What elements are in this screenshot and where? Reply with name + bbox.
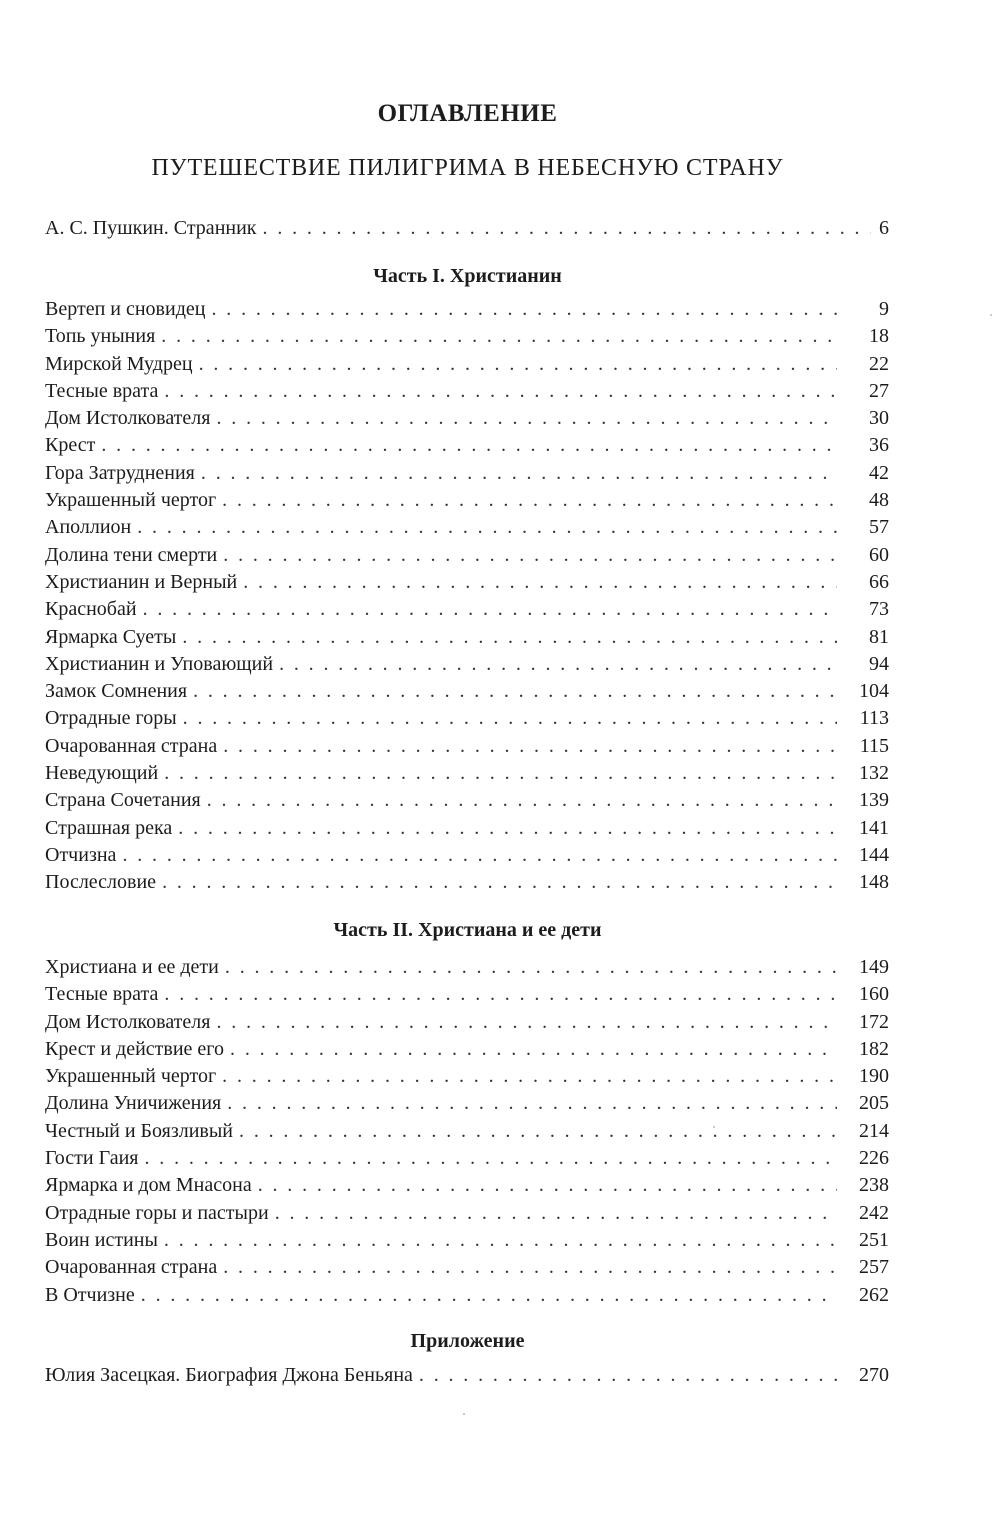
entry-label: Отрадные горы и пастыри (45, 1201, 269, 1224)
part1-heading: Часть I. Христианин (373, 265, 562, 287)
dot-leader (419, 1362, 837, 1389)
entry-label: Долина тени смерти (45, 543, 218, 566)
part1-list (45, 296, 889, 897)
dot-leader (216, 405, 837, 432)
toc-entry (45, 1200, 889, 1227)
dot-leader (207, 787, 837, 814)
entry-page: 242 (859, 1201, 889, 1224)
toc-entry (45, 215, 889, 242)
dot-leader (164, 378, 837, 405)
entry-page: 60 (869, 543, 889, 566)
entry-label: Топь уныния (45, 325, 156, 348)
dot-leader (201, 460, 837, 487)
entry-label: Украшенный чертог (45, 489, 217, 512)
dot-leader (225, 954, 837, 981)
entry-page: 36 (869, 434, 889, 457)
entry-label: Дом Истолкователя (45, 1010, 211, 1033)
dot-leader (258, 1172, 837, 1199)
entry-page: 148 (859, 871, 889, 894)
dot-leader (223, 1254, 837, 1281)
entry-page: 172 (859, 1010, 889, 1033)
toc-entry (45, 1009, 889, 1036)
dot-leader (101, 432, 837, 459)
toc-entry (45, 296, 889, 323)
toc-entry (45, 624, 889, 651)
entry-page: 42 (869, 461, 889, 484)
entry-page: 66 (869, 570, 889, 593)
dot-leader (193, 678, 837, 705)
part2-heading: Часть II. Христиана и ее дети (333, 919, 602, 941)
paper-speck (990, 314, 992, 316)
dot-leader (227, 1090, 837, 1117)
toc-entry (45, 733, 889, 760)
entry-label: Ярмарка Суеты (45, 625, 177, 648)
entry-label: Украшенный чертог (45, 1065, 217, 1088)
toc-entry (45, 405, 889, 432)
entry-label: Юлия Засецкая. Биография Джона Беньяна (45, 1364, 413, 1386)
entry-page: 57 (869, 516, 889, 539)
entry-page: 104 (859, 680, 889, 703)
entry-page: 251 (859, 1228, 889, 1251)
dot-leader (230, 1036, 837, 1063)
entry-label: А. С. Пушкин. Странник (45, 217, 257, 239)
entry-page: 160 (859, 983, 889, 1006)
entry-page: 48 (869, 489, 889, 512)
entry-page: 9 (879, 298, 889, 320)
part2-list (45, 954, 889, 1309)
book-title: ПУТЕШЕСТВИЕ ПИЛИГРИМА В НЕБЕСНУЮ СТРАНУ (151, 155, 784, 181)
intro-list (45, 215, 889, 242)
toc-entry (45, 981, 889, 1008)
entry-page: 205 (859, 1092, 889, 1115)
appendix-heading: Приложение (410, 1330, 525, 1352)
toc-entry (45, 542, 889, 569)
entry-label: В Отчизне (45, 1283, 135, 1306)
dot-leader (161, 323, 837, 350)
entry-page: 22 (869, 352, 889, 375)
dot-leader (144, 1145, 837, 1172)
dot-leader (164, 1227, 837, 1254)
entry-page: 18 (869, 325, 889, 348)
toc-entry (45, 651, 889, 678)
toc-entry (45, 1282, 889, 1309)
entry-page: 262 (859, 1283, 889, 1306)
entry-label: Краснобай (45, 598, 137, 621)
entry-label: Неведующий (45, 762, 159, 785)
entry-page: 226 (859, 1147, 889, 1170)
entry-label: Дом Истолкователя (45, 407, 211, 430)
entry-page: 6 (879, 217, 889, 239)
entry-label: Послесловие (45, 871, 157, 894)
entry-page: 115 (859, 734, 889, 757)
entry-page: 141 (859, 816, 889, 839)
entry-label: Долина Уничижения (45, 1092, 222, 1115)
dot-leader (243, 569, 837, 596)
toc-entry (45, 1254, 889, 1281)
dot-leader (223, 733, 837, 760)
dot-leader (164, 760, 837, 787)
dot-leader (216, 1009, 837, 1036)
appendix-list (45, 1362, 889, 1389)
entry-label: Тесные врата (45, 983, 159, 1006)
dot-leader (239, 1118, 837, 1145)
paper-speck (463, 1413, 465, 1415)
entry-page: 182 (859, 1037, 889, 1060)
entry-label: Воин истины (45, 1228, 158, 1251)
toc-entry (45, 954, 889, 981)
entry-label: Отрадные горы (45, 707, 177, 730)
toc-entry (45, 869, 889, 896)
dot-leader (182, 624, 837, 651)
entry-label: Мирской Мудрец (45, 352, 193, 375)
toc-entry (45, 787, 889, 814)
entry-label: Христианин и Верный (45, 570, 238, 593)
entry-label: Гости Гаия (45, 1147, 139, 1170)
entry-label: Христианин и Уповающий (45, 652, 274, 675)
dot-leader (211, 296, 837, 323)
toc-entry (45, 678, 889, 705)
entry-label: Замок Сомнения (45, 680, 188, 703)
toc-entry (45, 1362, 889, 1389)
dot-leader (222, 1063, 837, 1090)
dot-leader (141, 1282, 837, 1309)
entry-page: 190 (859, 1065, 889, 1088)
toc-entry (45, 514, 889, 541)
dot-leader (164, 981, 837, 1008)
toc-entry (45, 842, 889, 869)
entry-page: 30 (869, 407, 889, 430)
toc-entry (45, 1227, 889, 1254)
dot-leader (222, 487, 837, 514)
toc-entry (45, 1172, 889, 1199)
entry-page: 144 (859, 843, 889, 866)
entry-label: Тесные врата (45, 379, 159, 402)
entry-label: Аполлион (45, 516, 132, 539)
entry-page: 270 (859, 1364, 889, 1386)
toc-entry (45, 596, 889, 623)
toc-entry (45, 760, 889, 787)
entry-page: 113 (859, 707, 889, 730)
entry-label: Вертеп и сновидец (45, 298, 206, 320)
toc-entry (45, 378, 889, 405)
entry-label: Крест (45, 434, 96, 457)
entry-page: 214 (859, 1119, 889, 1142)
toc-entry (45, 569, 889, 596)
entry-label: Христиана и ее дети (45, 956, 219, 978)
entry-label: Крест и действие его (45, 1037, 225, 1060)
toc-entry (45, 351, 889, 378)
entry-label: Страна Сочетания (45, 789, 201, 812)
toc-entry (45, 1145, 889, 1172)
entry-page: 27 (869, 379, 889, 402)
toc-entry (45, 705, 889, 732)
dot-leader (263, 215, 871, 242)
toc-entry (45, 1036, 889, 1063)
toc-entry (45, 1118, 889, 1145)
paper-speck (713, 1126, 715, 1128)
dot-leader (178, 815, 837, 842)
entry-label: Честный и Боязливый (45, 1119, 234, 1142)
dot-leader (199, 351, 837, 378)
entry-page: 81 (869, 625, 889, 648)
toc-entry (45, 323, 889, 350)
entry-page: 257 (859, 1256, 889, 1279)
dot-leader (122, 842, 837, 869)
toc-entry (45, 1090, 889, 1117)
dot-leader (143, 596, 837, 623)
toc-entry (45, 815, 889, 842)
entry-label: Очарованная страна (45, 1256, 218, 1279)
entry-page: 94 (869, 652, 889, 675)
toc-entry (45, 487, 889, 514)
entry-label: Страшная река (45, 816, 173, 839)
toc-entry (45, 432, 889, 459)
entry-label: Очарованная страна (45, 734, 218, 757)
entry-label: Гора Затруднения (45, 461, 195, 484)
dot-leader (162, 869, 837, 896)
entry-page: 73 (869, 598, 889, 621)
entry-page: 149 (859, 956, 889, 978)
entry-page: 139 (859, 789, 889, 812)
dot-leader (183, 705, 837, 732)
dot-leader (275, 1200, 837, 1227)
entry-page: 132 (859, 762, 889, 785)
toc-entry (45, 460, 889, 487)
dot-leader (223, 542, 837, 569)
entry-label: Ярмарка и дом Мнасона (45, 1174, 252, 1197)
dot-leader (137, 514, 837, 541)
toc-entry (45, 1063, 889, 1090)
entry-page: 238 (859, 1174, 889, 1197)
toc-title: ОГЛАВЛЕНИЕ (377, 100, 558, 127)
entry-label: Отчизна (45, 843, 117, 866)
dot-leader (279, 651, 837, 678)
